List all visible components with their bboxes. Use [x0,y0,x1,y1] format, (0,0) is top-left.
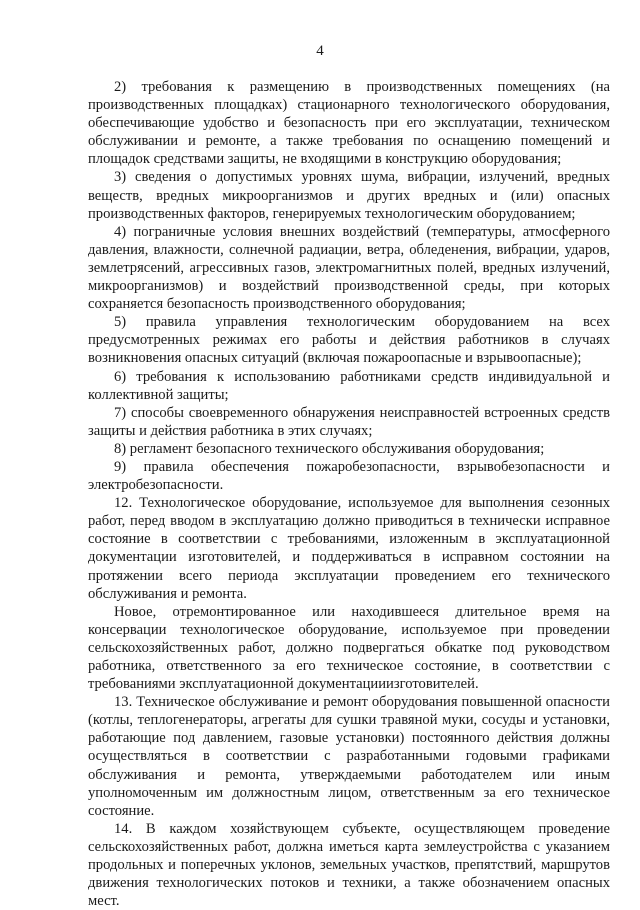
paragraph-item-2: 2) требования к размещению в производственных помещениях (на производственных площадках) стационарного технологического оборудования, обеспечивающие удобство и безопасность при его эксплуатации, техническом обслуживании и ремонте, а также требования по оснащению помещений и площадок средствами защиты, не входящими в конструкцию оборудования; [88,79,610,168]
paragraph-item-9: 9) правила обеспечения пожаробезопасности, взрывобезопасности и электробезопасности. [88,458,610,494]
page-number: 4 [316,43,324,59]
paragraph-item-7: 7) способы своевременного обнаружения неисправностей встроенных средств защиты и действия работника в этих случаях; [88,404,610,439]
paragraph-item-6: 6) требования к использованию работниками средств индивидуальной и коллективной защиты; [88,368,610,403]
paragraph-item-5: 5) правила управления технологическим оборудованием на всех предусмотренных режимах его работы и действия работников в случаях возникновения опасных ситуаций (включая пожароопасные и взрывоопасные); [88,314,610,367]
paragraph-item-8: 8) регламент безопасного технического обслуживания оборудования; [114,440,545,457]
paragraph-clause-12: 12. Технологическое оборудование, используемое для выполнения сезонных работ, перед вводом в эксплуатацию должно приводиться в технически исправное состояние в соответствии с требованиями, изложенным в эксплуатационной документации изготовителей, и поддерживаться в исправном состоянии на протяжении всего периода эксплуатации проведением его технического обслуживания и ремонта. [88,495,610,602]
paragraph-item-4: 4) пограничные условия внешних воздействий (температуры, атмосферного давления, влажности, солнечной радиации, ветра, обледенения, вибрации, ударов, землетрясений, агрессивных газов, электромагнитных полей, вредных излучений, микроорганизмов) и воздействий производственной среды, при которых сохраняется безопасность производственного оборудования; [88,223,610,313]
paragraph-clause-13: 13. Техническое обслуживание и ремонт оборудования повышенной опасности (котлы, теплогенераторы, агрегаты для сушки травяной муки, сосуды и установки, работающие под давлением, газовые установки) постоянного действия должны осуществляться в соответствии с разработанными годовыми графиками обслуживания и ремонта, утверждаемыми работодателем или иным уполномоченным им должностным лицом, ответственным за его техническое состояние. [88,694,610,819]
paragraph-item-3: 3) сведения о допустимых уровнях шума, вибрации, излучений, вредных веществ, вредных микроорганизмов и других вредных и (или) опасных производственных факторов, генерируемых технологическим оборудованием; [88,169,610,222]
document-body [88,78,610,910]
paragraph-clause-14: 14. В каждом хозяйствующем субъекте, осуществляющем проведение сельскохозяйственных работ, должна иметься карта землеустройства с указанием продольных и поперечных уклонов, земельных участков, препятствий, маршрутов движения технологических потоков и техники, а также обозначением опасных мест. [88,820,610,910]
paragraph-clause-12-cont: Новое, отремонтированное или находившееся длительное время на консервации технологическое оборудование, используемое при проведении сельскохозяйственных работ, должно подвергаться обкатке под руководством работника, ответственного за его техническое состояние, в соответствии с требованиями эксплуатационной документацииизготовителей. [88,603,610,693]
